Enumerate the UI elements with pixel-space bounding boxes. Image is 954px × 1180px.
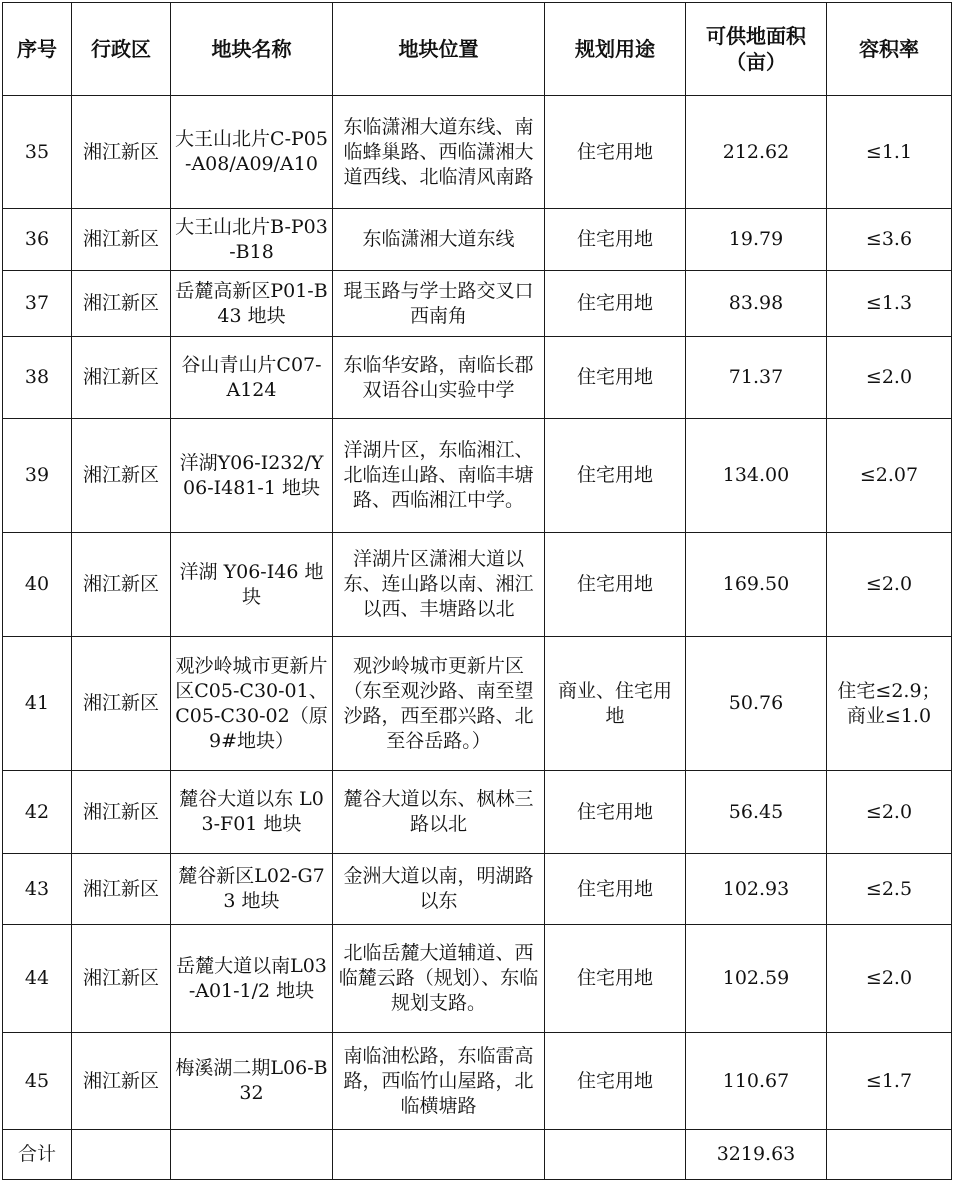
cell-area: 212.62 xyxy=(686,96,827,209)
cell-far: ≤2.0 xyxy=(827,337,952,419)
cell-far: ≤2.07 xyxy=(827,419,952,533)
cell-planned-use: 住宅用地 xyxy=(545,337,686,419)
land-supply-table xyxy=(2,2,952,1180)
total-area: 3219.63 xyxy=(686,1130,827,1180)
cell-plot-location: 琨玉路与学士路交叉口西南角 xyxy=(333,271,545,337)
cell-plot-location: 观沙岭城市更新片区（东至观沙路、南至望沙路，西至郡兴路、北至谷岳路。） xyxy=(333,637,545,771)
cell-far: ≤2.0 xyxy=(827,771,952,854)
table-row xyxy=(3,637,952,771)
cell-district: 湘江新区 xyxy=(72,925,171,1033)
cell-district: 湘江新区 xyxy=(72,637,171,771)
cell-plot-name: 岳麓高新区P01-B43 地块 xyxy=(171,271,333,337)
total-empty-cell xyxy=(72,1130,171,1180)
cell-no: 40 xyxy=(3,533,72,637)
cell-far: ≤2.0 xyxy=(827,533,952,637)
cell-district: 湘江新区 xyxy=(72,419,171,533)
cell-no: 42 xyxy=(3,771,72,854)
cell-area: 102.59 xyxy=(686,925,827,1033)
table-row xyxy=(3,419,952,533)
header-plot-location: 地块位置 xyxy=(333,3,545,96)
cell-planned-use: 住宅用地 xyxy=(545,271,686,337)
table-row xyxy=(3,771,952,854)
cell-area: 110.67 xyxy=(686,1033,827,1130)
cell-far: ≤1.3 xyxy=(827,271,952,337)
cell-area: 71.37 xyxy=(686,337,827,419)
cell-area: 102.93 xyxy=(686,854,827,925)
header-far: 容积率 xyxy=(827,3,952,96)
cell-plot-location: 金洲大道以南，明湖路以东 xyxy=(333,854,545,925)
cell-planned-use: 住宅用地 xyxy=(545,854,686,925)
table-row xyxy=(3,96,952,209)
cell-district: 湘江新区 xyxy=(72,209,171,271)
cell-planned-use: 住宅用地 xyxy=(545,96,686,209)
cell-plot-name: 洋湖Y06-I232/Y06-I481-1 地块 xyxy=(171,419,333,533)
cell-plot-name: 麓谷大道以东 L03-F01 地块 xyxy=(171,771,333,854)
cell-plot-location: 南临油松路，东临雷高路，西临竹山屋路，北临横塘路 xyxy=(333,1033,545,1130)
cell-far: ≤1.7 xyxy=(827,1033,952,1130)
cell-far: 住宅≤2.9；商业≤1.0 xyxy=(827,637,952,771)
header-row xyxy=(3,3,952,96)
cell-no: 43 xyxy=(3,854,72,925)
cell-district: 湘江新区 xyxy=(72,771,171,854)
cell-planned-use: 商业、住宅用地 xyxy=(545,637,686,771)
cell-plot-name: 大王山北片B-P03-B18 xyxy=(171,209,333,271)
total-label: 合计 xyxy=(3,1130,72,1180)
cell-plot-location: 洋湖片区，东临湘江、北临连山路、南临丰塘路、西临湘江中学。 xyxy=(333,419,545,533)
cell-no: 41 xyxy=(3,637,72,771)
cell-district: 湘江新区 xyxy=(72,96,171,209)
cell-no: 45 xyxy=(3,1033,72,1130)
header-area: 可供地面积（亩） xyxy=(686,3,827,96)
cell-far: ≤3.6 xyxy=(827,209,952,271)
cell-plot-name: 洋湖 Y06-I46 地块 xyxy=(171,533,333,637)
total-row xyxy=(3,1130,952,1180)
cell-district: 湘江新区 xyxy=(72,533,171,637)
cell-area: 56.45 xyxy=(686,771,827,854)
cell-planned-use: 住宅用地 xyxy=(545,925,686,1033)
total-empty-cell xyxy=(827,1130,952,1180)
cell-plot-location: 洋湖片区潇湘大道以东、连山路以南、湘江以西、丰塘路以北 xyxy=(333,533,545,637)
header-no: 序号 xyxy=(3,3,72,96)
cell-plot-location: 东临潇湘大道东线、南临蜂巢路、西临潇湘大道西线、北临清风南路 xyxy=(333,96,545,209)
cell-plot-location: 东临潇湘大道东线 xyxy=(333,209,545,271)
cell-district: 湘江新区 xyxy=(72,854,171,925)
cell-plot-name: 谷山青山片C07-A124 xyxy=(171,337,333,419)
cell-no: 35 xyxy=(3,96,72,209)
cell-district: 湘江新区 xyxy=(72,271,171,337)
cell-no: 37 xyxy=(3,271,72,337)
cell-plot-name: 麓谷新区L02-G73 地块 xyxy=(171,854,333,925)
cell-no: 36 xyxy=(3,209,72,271)
cell-far: ≤2.5 xyxy=(827,854,952,925)
cell-plot-name: 大王山北片C-P05-A08/A09/A10 xyxy=(171,96,333,209)
table-row xyxy=(3,533,952,637)
cell-plot-location: 麓谷大道以东、枫林三路以北 xyxy=(333,771,545,854)
table-row xyxy=(3,209,952,271)
cell-area: 83.98 xyxy=(686,271,827,337)
cell-plot-location: 北临岳麓大道辅道、西临麓云路（规划）、东临规划支路。 xyxy=(333,925,545,1033)
cell-area: 134.00 xyxy=(686,419,827,533)
cell-far: ≤1.1 xyxy=(827,96,952,209)
cell-area: 19.79 xyxy=(686,209,827,271)
cell-district: 湘江新区 xyxy=(72,1033,171,1130)
cell-planned-use: 住宅用地 xyxy=(545,419,686,533)
cell-planned-use: 住宅用地 xyxy=(545,209,686,271)
cell-area: 169.50 xyxy=(686,533,827,637)
table-row xyxy=(3,854,952,925)
total-empty-cell xyxy=(545,1130,686,1180)
cell-no: 39 xyxy=(3,419,72,533)
cell-far: ≤2.0 xyxy=(827,925,952,1033)
total-empty-cell xyxy=(333,1130,545,1180)
table-row xyxy=(3,337,952,419)
table-row xyxy=(3,271,952,337)
cell-planned-use: 住宅用地 xyxy=(545,533,686,637)
header-planned-use: 规划用途 xyxy=(545,3,686,96)
cell-district: 湘江新区 xyxy=(72,337,171,419)
header-district: 行政区 xyxy=(72,3,171,96)
cell-area: 50.76 xyxy=(686,637,827,771)
cell-planned-use: 住宅用地 xyxy=(545,1033,686,1130)
cell-plot-location: 东临华安路，南临长郡双语谷山实验中学 xyxy=(333,337,545,419)
header-plot-name: 地块名称 xyxy=(171,3,333,96)
cell-no: 38 xyxy=(3,337,72,419)
cell-planned-use: 住宅用地 xyxy=(545,771,686,854)
table-row xyxy=(3,1033,952,1130)
table-row xyxy=(3,925,952,1033)
total-empty-cell xyxy=(171,1130,333,1180)
cell-plot-name: 岳麓大道以南L03-A01-1/2 地块 xyxy=(171,925,333,1033)
cell-plot-name: 梅溪湖二期L06-B32 xyxy=(171,1033,333,1130)
cell-plot-name: 观沙岭城市更新片区C05-C30-01、C05-C30-02（原 9#地块） xyxy=(171,637,333,771)
cell-no: 44 xyxy=(3,925,72,1033)
